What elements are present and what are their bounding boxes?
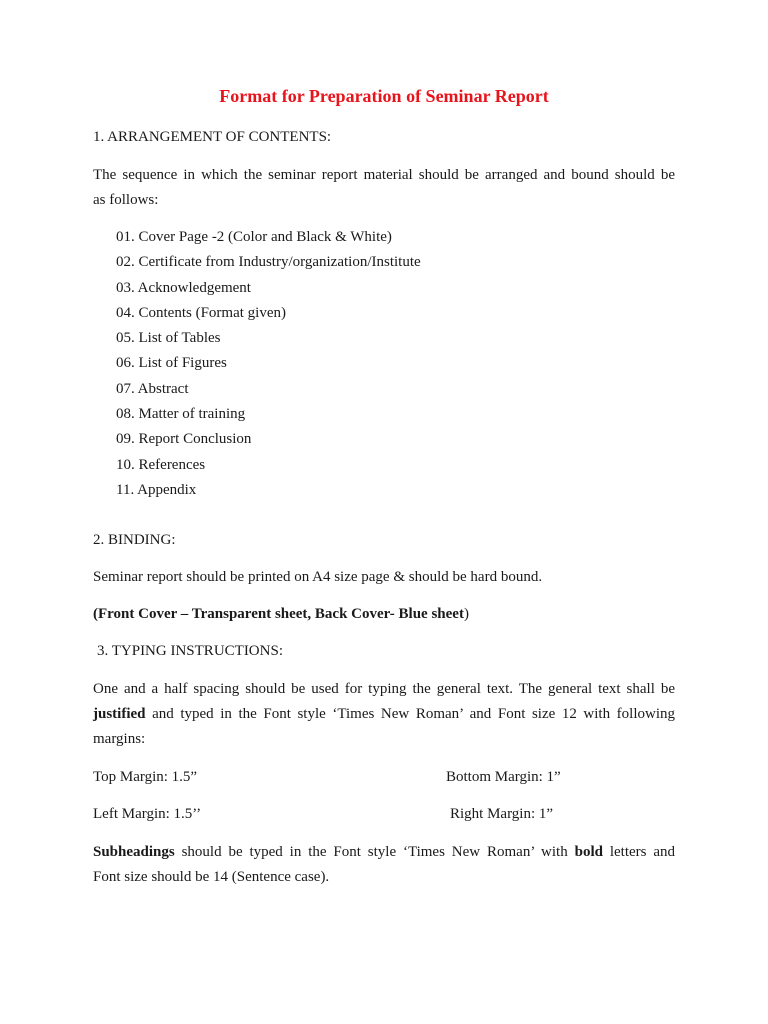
typing-para-line-3: margins: <box>93 731 146 747</box>
section-3-heading: 3. TYPING INSTRUCTIONS: <box>97 643 283 659</box>
document-title: Format for Preparation of Seminar Report <box>219 86 549 106</box>
typing-para-line-2 <box>93 705 675 723</box>
list-item: 02. Certificate from Industry/organization/Institute <box>116 254 421 271</box>
section-1-heading: 1. ARRANGEMENT OF CONTENTS: <box>93 129 332 145</box>
cover-note-close: ) <box>463 606 469 622</box>
binding-text: Seminar report should be printed on A4 size page & should be hard bound. <box>93 569 543 585</box>
list-item: 01. Cover Page -2 (Color and Black & White) <box>116 229 392 245</box>
top-margin: Top Margin: 1.5” <box>93 769 198 785</box>
subheadings-mid: should be typed in the Font style ‘Times New Roman’ with <box>174 844 575 860</box>
section-1-intro-line-2: as follows: <box>93 192 159 208</box>
bold-word: bold <box>574 844 603 860</box>
list-item: 11. Appendix <box>116 481 197 498</box>
subheadings-line-1 <box>93 843 675 861</box>
typing-para-line-1: One and a half spacing should be used for typing the general text. The general text shall be <box>93 681 675 697</box>
justified-bold: justified <box>93 706 146 722</box>
bottom-margin: Bottom Margin: 1” <box>446 769 561 785</box>
section-2-heading: 2. BINDING: <box>93 532 176 548</box>
subheadings-end: letters and <box>602 844 676 860</box>
list-item: 06. List of Figures <box>116 355 227 372</box>
cover-note <box>93 605 469 623</box>
subheadings-bold: Subheadings <box>93 844 175 860</box>
list-item: 03. Acknowledgement <box>116 279 251 296</box>
typing-para-line-2-rest: and typed in the Font style ‘Times New Roman’ and Font size 12 with following <box>145 706 675 722</box>
cover-note-bold: (Front Cover – Transparent sheet, Back Cover- Blue sheet <box>93 606 464 622</box>
list-item: 04. Contents (Format given) <box>116 304 286 321</box>
list-item: 07. Abstract <box>116 380 189 397</box>
subheadings-line-2: Font size should be 14 (Sentence case). <box>93 869 330 885</box>
list-item: 05. List of Tables <box>116 330 221 347</box>
right-margin: Right Margin: 1” <box>450 806 554 822</box>
contents-list <box>116 228 421 506</box>
section-1-intro-line-1: The sequence in which the seminar report material should be arranged and bound should be <box>93 167 675 183</box>
list-item: 09. Report Conclusion <box>116 431 252 448</box>
list-item: 08. Matter of training <box>116 406 246 423</box>
left-margin: Left Margin: 1.5’’ <box>93 806 202 822</box>
list-item: 10. References <box>116 456 206 473</box>
